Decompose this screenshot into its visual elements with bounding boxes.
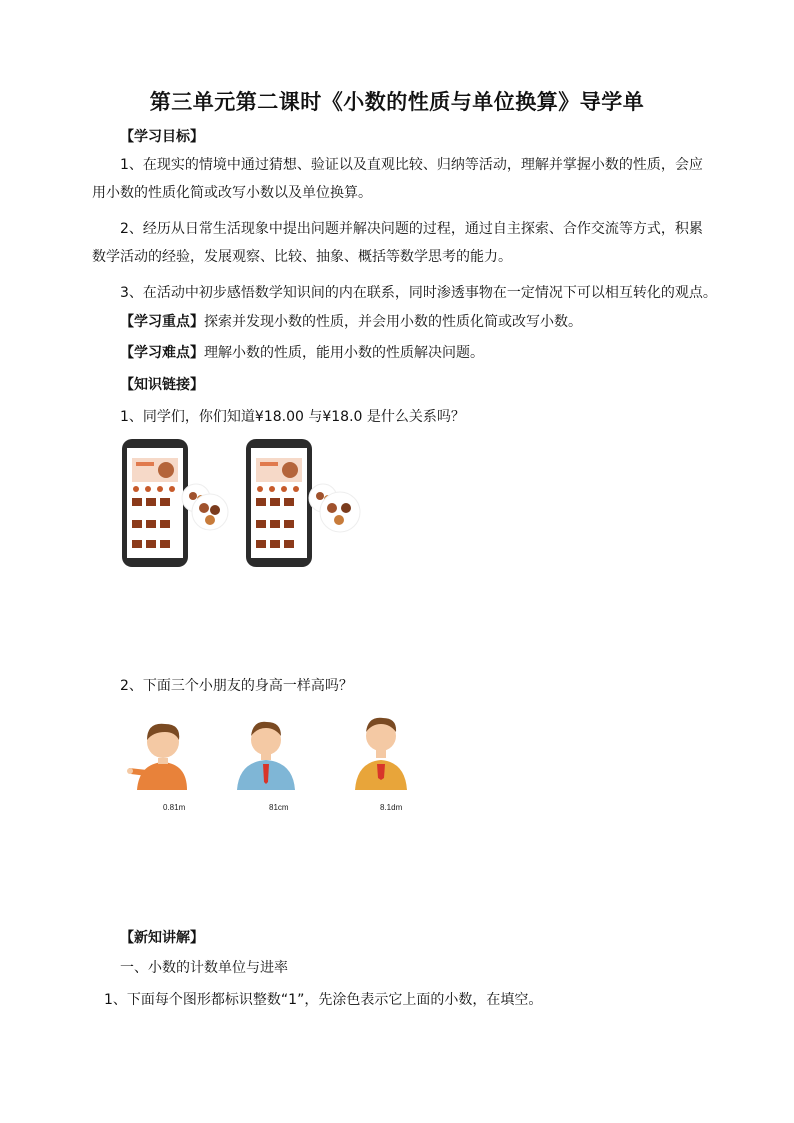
difficulty [120, 343, 484, 363]
goal-2-line1: 2、经历从日常生活现象中提出问题并解决问题的过程，通过自主探索、合作交流等方式，积累 [120, 221, 703, 237]
child-1 [127, 724, 187, 790]
children-illustration [125, 712, 415, 792]
height-label-3: 8.1dm [380, 803, 403, 812]
new-knowledge-heading: 【新知讲解】 [120, 930, 204, 946]
goal-2-line2: 数学活动的经验，发展观察、比较、抽象、概括等数学思考的能力。 [92, 249, 512, 265]
height-label-1: 0.81m [163, 803, 186, 812]
page-title: 第三单元第二课时《小数的性质与单位换算》导学单 [149, 89, 645, 114]
child-2 [237, 722, 295, 790]
child-3 [355, 718, 407, 790]
links-heading: 【知识链接】 [120, 377, 204, 393]
phone-right [246, 439, 360, 567]
goals-heading: 【学习目标】 [120, 129, 204, 145]
section-1-heading: 一、小数的计数单位与进率 [120, 960, 288, 976]
goal-3: 3、在活动中初步感悟数学知识间的内在联系，同时渗透事物在一定情况下可以相互转化的观点。 [120, 285, 717, 301]
key-point [120, 312, 582, 332]
difficulty-text: 理解小数的性质，能用小数的性质解决问题。 [204, 345, 484, 361]
difficulty-label: 【学习难点】 [120, 345, 204, 361]
key-point-label: 【学习重点】 [120, 314, 204, 330]
key-point-text: 探索并发现小数的性质，并会用小数的性质化简或改写小数。 [204, 314, 582, 330]
goal-1-line1: 1、在现实的情境中通过猜想、验证以及直观比较、归纳等活动，理解并掌握小数的性质，会应 [120, 157, 703, 173]
question-2: 2、下面三个小朋友的身高一样高吗？ [120, 678, 353, 694]
height-label-2: 81cm [269, 803, 289, 812]
goal-1-line2: 用小数的性质化简或改写小数以及单位换算。 [92, 185, 372, 201]
question-1: 1、同学们，你们知道¥18.00 与¥18.0 是什么关系吗？ [120, 409, 465, 425]
task-1: 1、下面每个图形都标识整数“1”，先涂色表示它上面的小数，在填空。 [104, 992, 543, 1008]
phone-left [122, 439, 228, 567]
phones-illustration [118, 436, 368, 570]
